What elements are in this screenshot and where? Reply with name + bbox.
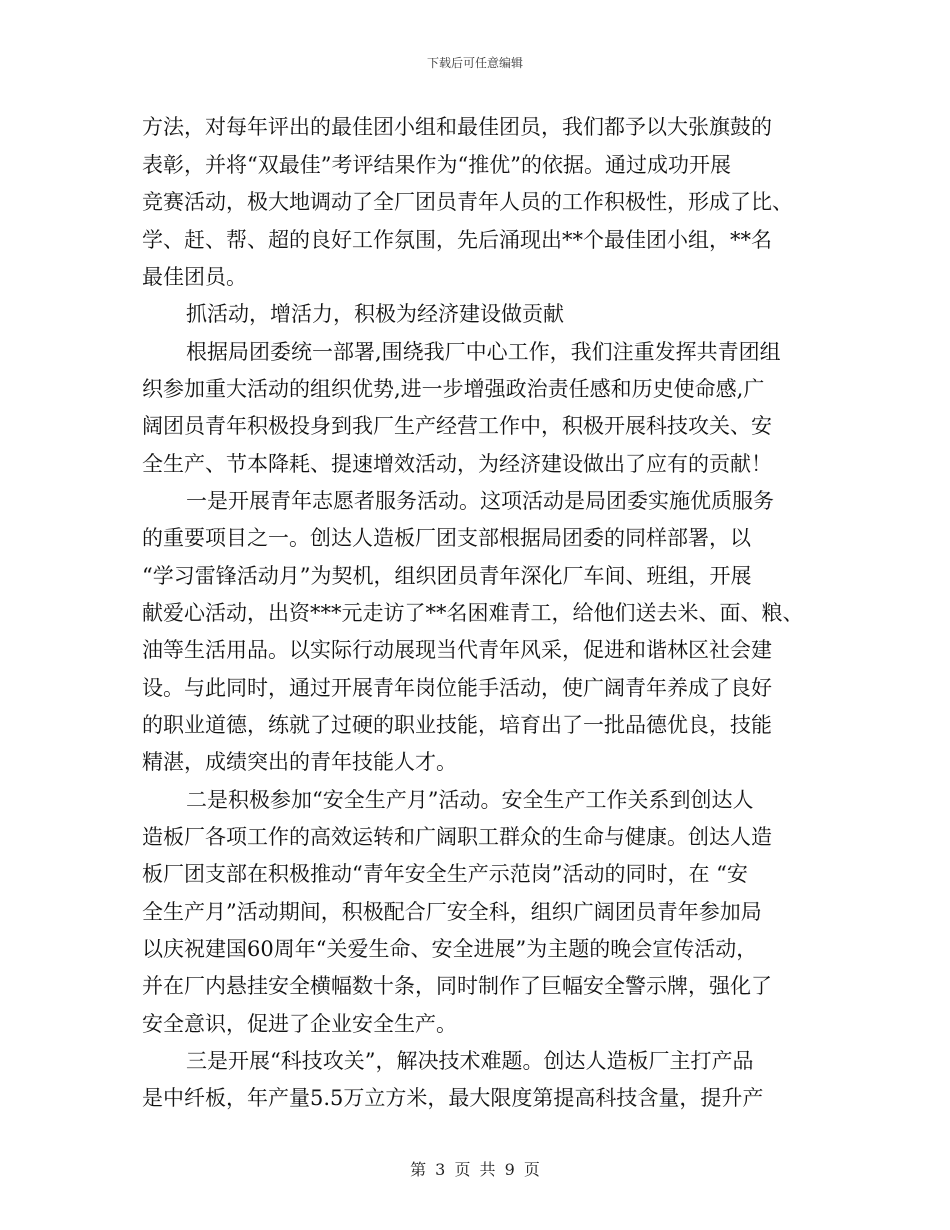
text-line: 油等生活用品。以实际行动展现当代青年风采，促进和谐林区社会建 — [142, 638, 772, 662]
text-line: 根据局团委统一部署,围绕我厂中心工作，我们注重发挥共青团组 — [186, 340, 781, 364]
text-line: 二是积极参加“安全生产月”活动。安全生产工作关系到创达人 — [186, 788, 754, 812]
text-line: 阔团员青年积极投身到我厂生产经营工作中，积极开展科技攻关、安 — [142, 414, 772, 438]
text-line: 设。与此同时，通过开展青年岗位能手活动，使广阔青年养成了良好 — [142, 676, 772, 700]
text-line: 三是开展“科技攻关”，解决技术难题。创达人造板厂主打产品 — [186, 1049, 754, 1073]
text-line: 以庆祝建国60周年“关爱生命、安全进展”为主题的晚会宣传活动， — [142, 937, 758, 961]
text-line: 安全意识，促进了企业安全生产。 — [142, 1012, 457, 1036]
text-line: 方法，对每年评出的最佳团小组和最佳团员，我们都予以大张旗鼓的 — [142, 115, 772, 139]
page-header: 下载后可任意编辑 — [426, 56, 523, 70]
text-line: 造板厂各项工作的高效运转和广阔职工群众的生命与健康。创达人造 — [142, 825, 772, 849]
text-line: 织参加重大活动的组织优势,进一步增强政治责任感和历史使命感,广 — [142, 377, 765, 401]
text-line: 的重要项目之一。创达人造板厂团支部根据局团委的同样部署，以 — [142, 526, 751, 550]
text-line: 最佳团员。 — [142, 265, 247, 289]
text-line: 的职业道德，练就了过硬的职业技能，培育出了一批品德优良，技能 — [142, 713, 772, 737]
text-line: 学、赶、帮、超的良好工作氛围，先后涌现出**个最佳团小组，**名 — [142, 228, 772, 252]
page-footer: 第 3 页 共 9 页 — [410, 1160, 540, 1179]
text-line: “学习雷锋活动月”为契机，组织团员青年深化厂车间、班组，开展 — [142, 564, 752, 588]
text-line: 是中纤板，年产量5.5万立方米，最大限度第提高科技含量，提升产 — [142, 1086, 764, 1110]
text-line: 精湛，成绩突出的青年技能人才。 — [142, 750, 457, 774]
text-line: 全生产月”活动期间，积极配合厂安全科，组织广阔团员青年参加局 — [142, 900, 762, 924]
text-line: 一是开展青年志愿者服务活动。这项活动是局团委实施优质服务 — [186, 489, 774, 513]
section-heading: 抓活动，增活力，积极为经济建设做贡献 — [186, 302, 564, 326]
text-line: 板厂团支部在积极推动“青年安全生产示范岗”活动的同时，在 “安 — [142, 862, 748, 886]
text-line: 并在厂内悬挂安全横幅数十条，同时制作了巨幅安全警示牌，强化了 — [142, 974, 772, 998]
text-line: 竞赛活动，极大地调动了全厂团员青年人员的工作积极性，形成了比、 — [142, 190, 793, 214]
text-line: 献爱心活动，出资***元走访了**名困难青工，给他们送去米、面、粮、 — [142, 601, 804, 625]
text-line: 表彰，并将“双最佳”考评结果作为“推优”的依据。通过成功开展 — [142, 153, 731, 177]
text-line: 全生产、节本降耗、提速增效活动，为经济建设做出了应有的贡献！ — [142, 452, 772, 476]
